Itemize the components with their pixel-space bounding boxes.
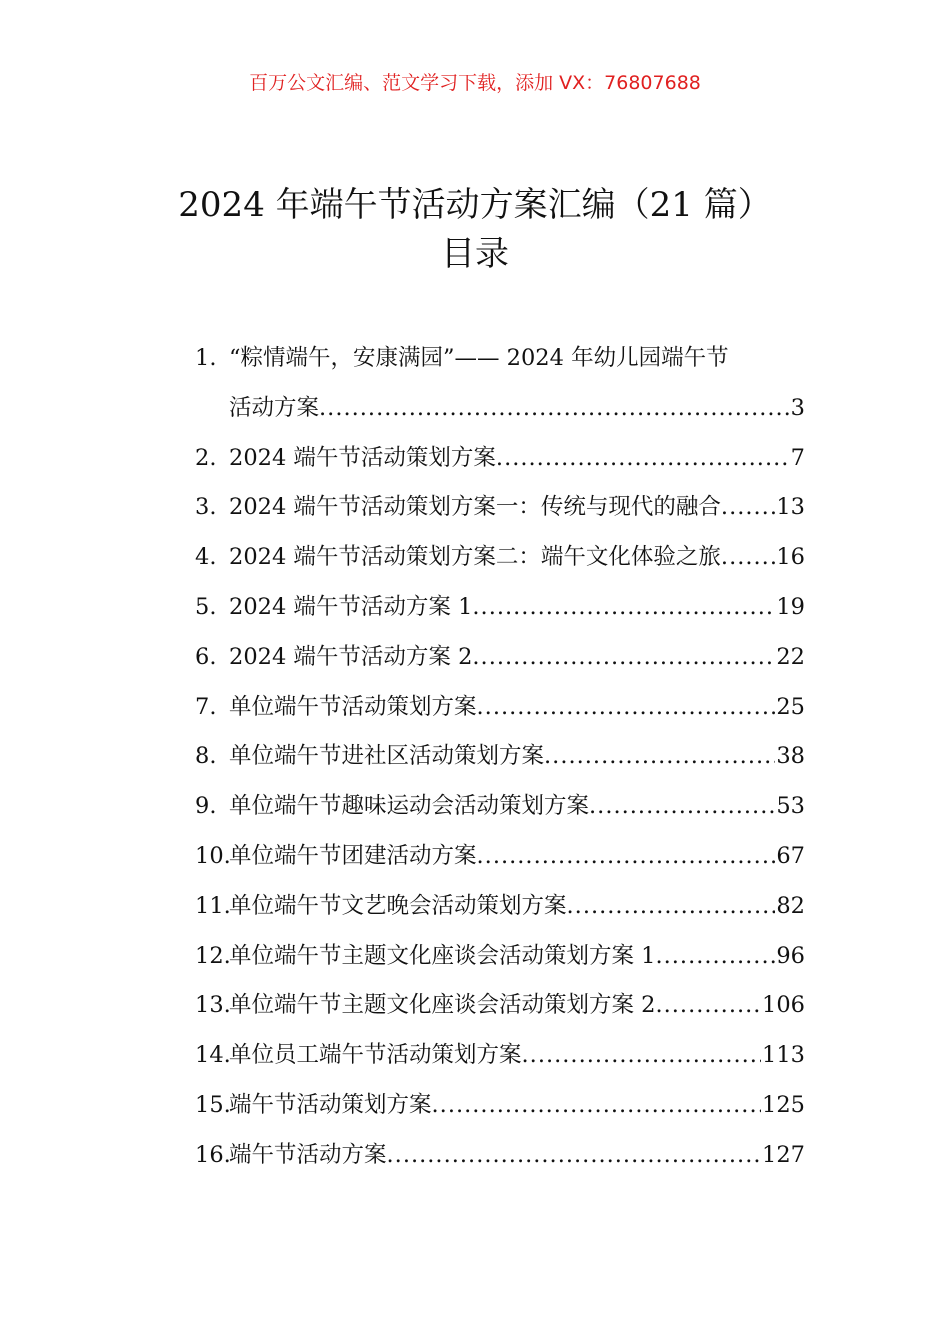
toc-entry[interactable] — [195, 732, 805, 782]
toc-entry-number: 8. — [195, 743, 217, 770]
toc-entry-number: 3. — [195, 494, 217, 521]
toc-leader-dots — [387, 1131, 762, 1181]
toc-entry[interactable] — [195, 434, 805, 484]
toc-entry-page: 125 — [762, 1091, 805, 1118]
toc-leader-dots — [477, 683, 776, 733]
toc-leader-dots — [472, 583, 775, 633]
toc-entry[interactable] — [195, 882, 805, 932]
toc-leader-dots — [522, 1031, 762, 1081]
toc-entry[interactable] — [195, 483, 805, 533]
toc-entry-page: 7 — [790, 444, 805, 471]
toc-entry-page: 25 — [776, 693, 805, 720]
toc-entry-number: 4. — [195, 544, 217, 571]
toc-leader-dots — [496, 434, 790, 484]
toc-entry[interactable] — [195, 932, 805, 982]
toc-entry-number: 11. — [195, 892, 231, 919]
toc-entry-title: 单位员工端午节活动策划方案 — [229, 1042, 522, 1069]
toc-entry-number: 1. — [195, 345, 217, 371]
toc-entry-page: 38 — [776, 743, 805, 770]
toc-entry-title: 单位端午节活动策划方案 — [229, 693, 477, 720]
toc-entry-title: 2024 端午节活动策划方案一：传统与现代的融合 — [229, 494, 721, 521]
toc-entry-number: 13. — [195, 992, 231, 1019]
toc-leader-dots — [655, 981, 761, 1031]
toc-entry[interactable] — [195, 334, 805, 434]
toc-entry-title: 单位端午节主题文化座谈会活动策划方案 2 — [229, 992, 656, 1019]
toc-leader-dots — [567, 882, 776, 932]
toc-leader-dots — [319, 384, 790, 434]
toc-entry-page: 16 — [776, 544, 805, 571]
toc-entry[interactable] — [195, 533, 805, 583]
toc-entry-title: 2024 端午节活动策划方案 — [229, 444, 496, 471]
toc-leader-dots — [477, 832, 776, 882]
toc-entry-page: 22 — [776, 643, 805, 670]
toc-entry-page: 19 — [776, 593, 805, 620]
toc-entry-number: 7. — [195, 693, 217, 720]
toc-entry-title: 单位端午节趣味运动会活动策划方案 — [229, 793, 590, 820]
toc-leader-dots — [655, 932, 775, 982]
toc-entry-title: 2024 端午节活动策划方案二：端午文化体验之旅 — [229, 544, 721, 571]
toc-entry[interactable] — [195, 782, 805, 832]
toc-entry[interactable] — [195, 832, 805, 882]
document-title: 2024 年端午节活动方案汇编（21 篇） — [178, 185, 772, 225]
toc-entry-title: 单位端午节进社区活动策划方案 — [229, 743, 545, 770]
toc-entry[interactable] — [195, 583, 805, 633]
toc-entry-page: 13 — [776, 494, 805, 521]
header-note: 百万公文汇编、范文学习下载，添加 VX：76807688 — [249, 72, 701, 94]
toc-entry-title: 单位端午节主题文化座谈会活动策划方案 1 — [229, 942, 656, 969]
toc-entry-number: 9. — [195, 793, 217, 820]
toc-entry[interactable] — [195, 981, 805, 1031]
toc-leader-dots — [432, 1081, 762, 1131]
toc-entry[interactable] — [195, 683, 805, 733]
toc-entry-number: 12. — [195, 942, 231, 969]
toc-entry-title-line1: “粽情端午，安康满园”—— 2024 年幼儿园端午节 — [229, 345, 729, 371]
toc-entry-number: 5. — [195, 593, 217, 620]
toc-entry-page: 96 — [776, 942, 805, 969]
toc-entry-number: 15. — [195, 1091, 231, 1118]
toc-entry-title: 单位端午节团建活动方案 — [229, 842, 477, 869]
toc-entry-title: 单位端午节文艺晚会活动策划方案 — [229, 892, 567, 919]
toc-entry-number: 10. — [195, 842, 231, 869]
toc-entry-number: 16. — [195, 1141, 231, 1168]
toc-entry-number: 14. — [195, 1042, 231, 1069]
toc-entry-page: 82 — [776, 892, 805, 919]
toc-entry[interactable] — [195, 1081, 805, 1131]
toc-heading: 目录 — [441, 234, 509, 274]
toc-leader-dots — [721, 533, 775, 583]
toc-leader-dots — [544, 732, 775, 782]
toc-entry-title: 2024 端午节活动方案 2 — [229, 643, 473, 670]
toc-entry-number: 2. — [195, 444, 217, 471]
toc-entry-page: 53 — [776, 793, 805, 820]
toc-entry-page: 67 — [776, 842, 805, 869]
toc-entry[interactable] — [195, 1031, 805, 1081]
toc-entry-page: 106 — [762, 992, 805, 1019]
toc-entry[interactable] — [195, 633, 805, 683]
toc-leader-dots — [721, 483, 775, 533]
toc-entry-page: 3 — [790, 394, 805, 421]
toc-entry-page: 113 — [762, 1042, 805, 1069]
toc-entry-title: 端午节活动方案 — [229, 1141, 387, 1168]
toc-entry-title: 活动方案 — [229, 394, 320, 421]
toc-entry-title: 2024 端午节活动方案 1 — [229, 593, 473, 620]
toc-leader-dots — [589, 782, 775, 832]
toc-entry-number: 6. — [195, 643, 217, 670]
toc-entry[interactable] — [195, 1131, 805, 1181]
table-of-contents — [195, 334, 805, 1181]
toc-entry-title: 端午节活动策划方案 — [229, 1091, 432, 1118]
toc-leader-dots — [472, 633, 775, 683]
toc-entry-page: 127 — [762, 1141, 805, 1168]
